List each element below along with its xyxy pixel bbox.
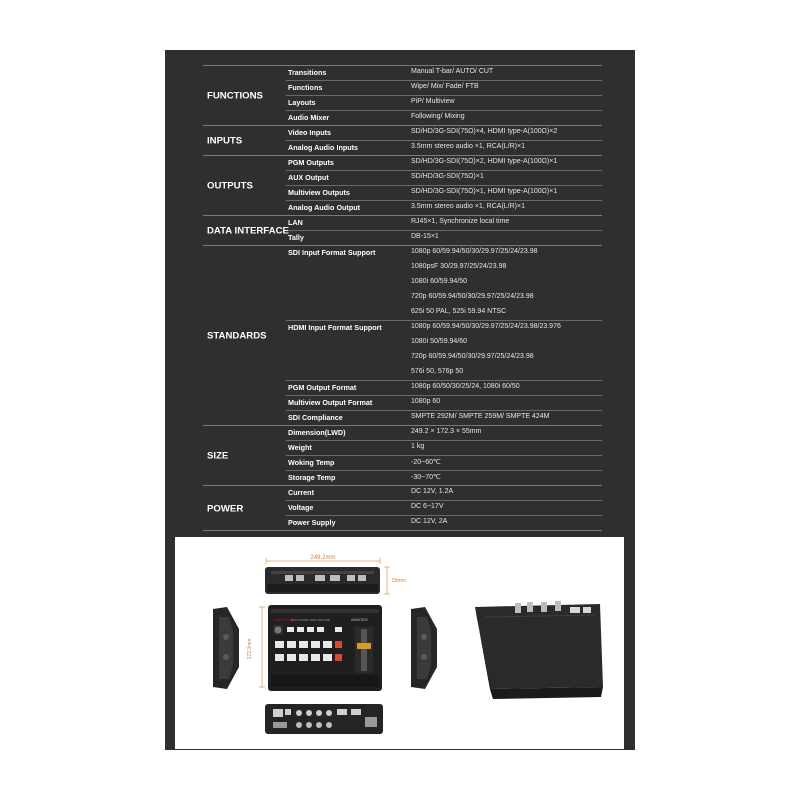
param-separator bbox=[286, 170, 602, 171]
spec-value: -30~70℃ bbox=[411, 474, 441, 481]
param-separator bbox=[286, 410, 602, 411]
spec-value: 1080psF 30/29.97/25/24/23.98 bbox=[411, 263, 507, 270]
front-edge-view bbox=[265, 567, 406, 594]
spec-category: DATA INTERFACE bbox=[207, 225, 289, 237]
spec-value: 1080p 60/59.94/50/30/29.97/25/24/23.98 bbox=[411, 248, 538, 255]
spec-value: DC 12V, 2A bbox=[411, 518, 448, 525]
param-separator bbox=[286, 380, 602, 381]
spec-category: SIZE bbox=[207, 450, 229, 462]
param-separator bbox=[286, 200, 602, 201]
spec-param: PGM Outputs bbox=[288, 158, 334, 167]
spec-category: STANDARDS bbox=[207, 330, 267, 342]
param-separator bbox=[286, 455, 602, 456]
spec-category: OUTPUTS bbox=[207, 180, 253, 192]
spec-value: 1 kg bbox=[411, 443, 425, 450]
right-side-view bbox=[411, 607, 437, 689]
spec-param: Multiview Output Format bbox=[288, 398, 373, 407]
spec-value: 3.5mm stereo audio ×1, RCA(L/R)×1 bbox=[411, 203, 525, 210]
param-separator bbox=[286, 395, 602, 396]
spec-category: INPUTS bbox=[207, 135, 243, 147]
spec-value: SMPTE 292M/ SMPTE 259M/ SMPTE 424M bbox=[411, 413, 550, 420]
group-separator bbox=[203, 245, 602, 246]
spec-param: Tally bbox=[288, 233, 304, 242]
spec-value: SD/HD/3G-SDI(75Ω)×1, HDMI type-A(100Ω)×1 bbox=[411, 188, 558, 195]
spec-param: Video Inputs bbox=[288, 128, 331, 137]
spec-value: DC 12V, 1.2A bbox=[411, 488, 454, 495]
param-separator bbox=[286, 95, 602, 96]
spec-value: SD/HD/3G-SDI(75Ω)×1 bbox=[411, 173, 484, 180]
product-photo-panel bbox=[175, 537, 624, 749]
rear-panel-view bbox=[265, 704, 383, 734]
spec-param: SDI Compliance bbox=[288, 413, 343, 422]
spec-category: FUNCTIONS bbox=[207, 90, 263, 102]
product-views-illustration bbox=[175, 537, 624, 749]
spec-param: Layouts bbox=[288, 98, 316, 107]
spec-param: Voltage bbox=[288, 503, 314, 512]
param-separator bbox=[286, 500, 602, 501]
group-separator bbox=[203, 485, 602, 486]
spec-value: 720p 60/59.94/50/30/29.97/25/24/23.98 bbox=[411, 293, 534, 300]
main-top-view bbox=[268, 605, 382, 691]
param-separator bbox=[286, 470, 602, 471]
rear-perspective-view bbox=[475, 601, 603, 699]
group-separator bbox=[203, 215, 602, 216]
param-separator bbox=[286, 440, 602, 441]
spec-value: 249.2 × 172.3 × 55mm bbox=[411, 428, 482, 435]
spec-param: Dimension(LWD) bbox=[288, 428, 346, 437]
spec-value: DC 6~17V bbox=[411, 503, 444, 510]
width-label: 249.2mm bbox=[310, 555, 336, 561]
spec-value: 1080p 60/59.94/50/30/29.97/25/24/23.98/23.976 bbox=[411, 323, 561, 330]
group-separator bbox=[203, 125, 602, 126]
depth-label: 172.3mm bbox=[247, 638, 253, 660]
param-separator bbox=[286, 230, 602, 231]
model-text: HVS0402U bbox=[275, 617, 296, 622]
depth-dimension bbox=[247, 607, 265, 687]
spec-value: 625i 50 PAL, 525i 59.94 NTSC bbox=[411, 308, 507, 315]
spec-value: Manual T-bar/ AUTO/ CUT bbox=[411, 68, 494, 75]
brand-text: AVMATRIX bbox=[351, 618, 368, 622]
group-separator bbox=[203, 425, 602, 426]
spec-param: Current bbox=[288, 488, 314, 497]
spec-param: Audio Mixer bbox=[288, 113, 330, 122]
spec-value: Wipe/ Mix/ Fade/ FTB bbox=[411, 83, 479, 90]
spec-value: 1080p 60 bbox=[411, 398, 441, 405]
param-separator bbox=[286, 320, 602, 321]
spec-param: PGM Output Format bbox=[288, 383, 357, 392]
model-caption: MULTI-FORMAT VIDEO SWITCHER bbox=[291, 619, 331, 622]
param-separator bbox=[286, 80, 602, 81]
spec-param: Analog Audio Inputs bbox=[288, 143, 359, 152]
spec-value: Following/ Mixing bbox=[411, 113, 465, 120]
spec-value: 3.5mm stereo audio ×1, RCA(L/R)×1 bbox=[411, 143, 525, 150]
spec-category: POWER bbox=[207, 503, 244, 514]
spec-value: 1080i 50/59.94/60 bbox=[411, 338, 468, 345]
group-separator bbox=[203, 155, 602, 156]
spec-param: Power Supply bbox=[288, 518, 336, 527]
height-label: 55mm bbox=[392, 578, 406, 584]
param-separator bbox=[286, 185, 602, 186]
spec-param: Storage Temp bbox=[288, 473, 336, 482]
width-dimension bbox=[266, 555, 380, 564]
left-side-view bbox=[213, 607, 239, 689]
spec-value: 1080i 60/59.94/50 bbox=[411, 278, 468, 285]
spec-value: -20~60℃ bbox=[411, 459, 441, 466]
spec-param: AUX Output bbox=[288, 173, 329, 182]
spec-value: DB-15×1 bbox=[411, 233, 439, 240]
spec-param: HDMI Input Format Support bbox=[288, 323, 382, 332]
spec-param: Weight bbox=[288, 443, 312, 452]
param-separator bbox=[286, 140, 602, 141]
spec-value: 1080p 60/50/30/25/24, 1080i 60/50 bbox=[411, 383, 520, 390]
spec-value: SD/HD/3G-SDI(75Ω)×2, HDMI type-A(100Ω)×1 bbox=[411, 158, 558, 165]
spec-param: Analog Audio Output bbox=[288, 203, 360, 212]
table-bottom-border bbox=[203, 530, 602, 531]
spec-param: Functions bbox=[288, 83, 323, 92]
spec-param: Woking Temp bbox=[288, 458, 335, 467]
spec-param: Multiview Outputs bbox=[288, 188, 350, 197]
spec-param: Transitions bbox=[288, 68, 327, 77]
spec-param: LAN bbox=[288, 218, 303, 227]
spec-value: SD/HD/3G-SDI(75Ω)×4, HDMI type-A(100Ω)×2 bbox=[411, 128, 558, 135]
param-separator bbox=[286, 515, 602, 516]
group-separator bbox=[203, 65, 602, 66]
spec-value: 576i 50, 576p 50 bbox=[411, 368, 464, 375]
param-separator bbox=[286, 110, 602, 111]
spec-value: RJ45×1, Synchronize local time bbox=[411, 218, 510, 225]
spec-value: 720p 60/59.94/50/30/29.97/25/24/23.98 bbox=[411, 353, 534, 360]
spec-value: PiP/ Multiview bbox=[411, 98, 455, 105]
spec-param: SDI Input Format Support bbox=[288, 248, 376, 257]
